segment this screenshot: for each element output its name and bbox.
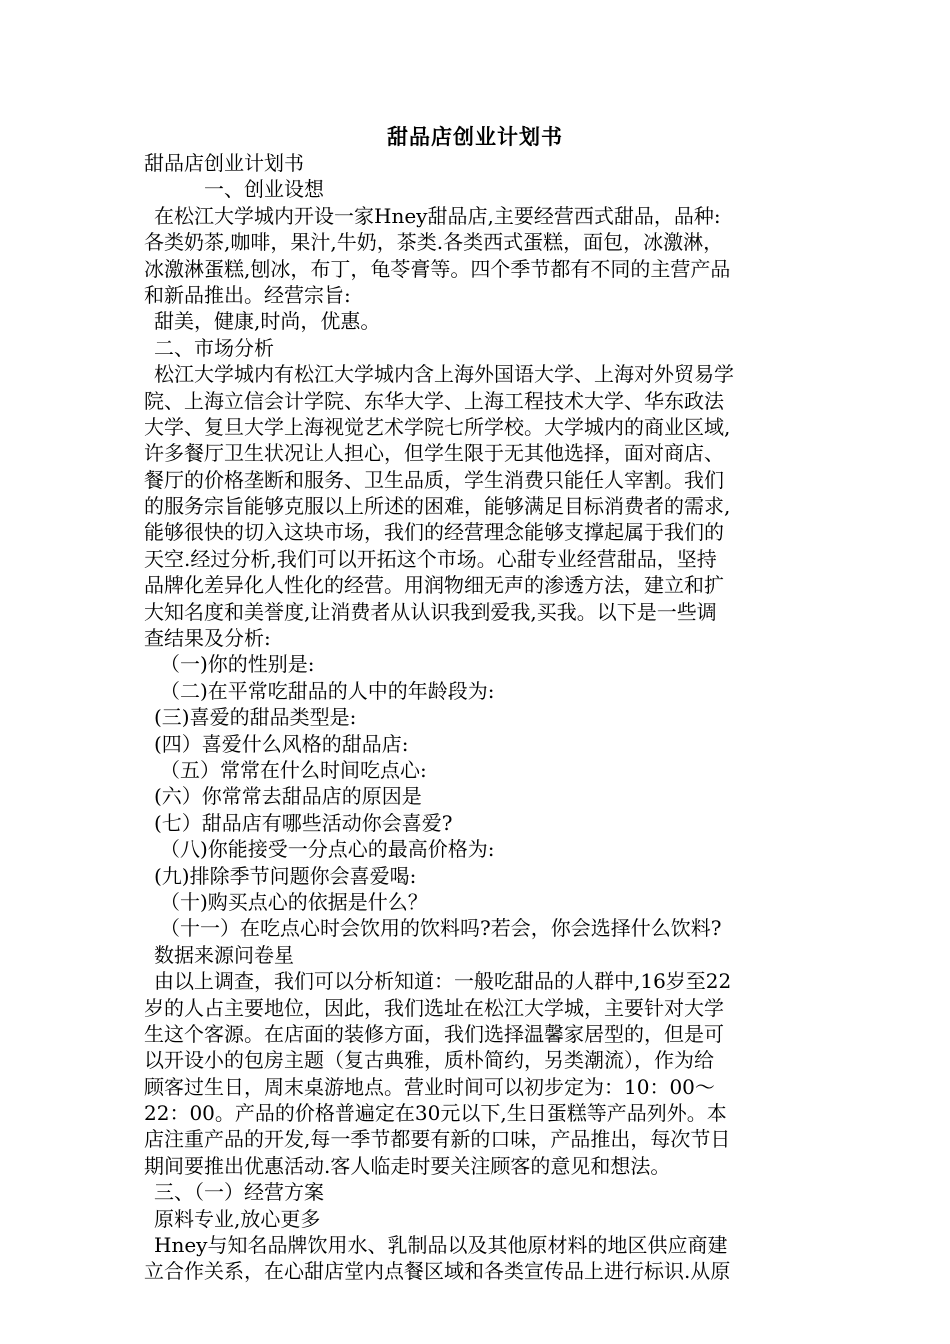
- text-line: 以开设小的包房主题（复古典雅，质朴简约，另类潮流），作为给: [144, 1048, 714, 1073]
- text-line: 各类奶茶,咖啡，果汁,牛奶，茶类.各类西式蛋糕，面包，冰激淋，: [144, 230, 724, 255]
- text-line: 由以上调查，我们可以分析知道：一般吃甜品的人群中,16岁至22: [154, 969, 732, 994]
- document-title: 甜品店创业计划书: [387, 125, 563, 149]
- text-line: （二)在平常吃甜品的人中的年龄段为:: [160, 678, 495, 703]
- text-line: （十)购买点心的依据是什么？: [160, 889, 428, 914]
- text-line: 大知名度和美誉度,让消费者从认识我到爱我,买我。以下是一些调: [144, 599, 717, 624]
- text-line: （五）常常在什么时间吃点心:: [160, 757, 427, 782]
- text-line: 二、市场分析: [154, 335, 274, 360]
- text-line: 和新品推出。经营宗旨:: [144, 282, 351, 307]
- text-line: 餐厅的价格垄断和服务、卫生品质，学生消费只能任人宰割。我们: [144, 467, 724, 492]
- text-line: (四）喜爱什么风格的甜品店:: [154, 731, 409, 756]
- text-line: 许多餐厅卫生状况让人担心，但学生限于无其他选择，面对商店、: [144, 441, 724, 466]
- text-line: （十一）在吃点心时会饮用的饮料吗?若会，你会选择什么饮料?: [160, 916, 722, 941]
- text-line: 的服务宗旨能够克服以上所述的困难，能够满足目标消费者的需求,: [144, 494, 731, 519]
- text-line: 品牌化差异化人性化的经营。用润物细无声的渗透方法，建立和扩: [144, 573, 724, 598]
- text-line: 甜品店创业计划书: [144, 151, 304, 175]
- text-line: Hney与知名品牌饮用水、乳制品以及其他原材料的地区供应商建: [154, 1233, 728, 1258]
- text-line: (九)排除季节问题你会喜爱喝:: [154, 863, 417, 888]
- text-line: （一)你的性别是:: [160, 652, 315, 677]
- text-line: 冰激淋蛋糕,刨冰，布丁，龟苓膏等。四个季节都有不同的主营产品: [144, 256, 731, 281]
- text-line: 22：00。产品的价格普遍定在30元以下,生日蛋糕等产品列外。本: [144, 1101, 727, 1126]
- text-line: 能够很快的切入这块市场，我们的经营理念能够支撑起属于我们的: [144, 520, 724, 545]
- text-line: 在松江大学城内开设一家Hney甜品店,主要经营西式甜品，品种:: [154, 203, 721, 228]
- text-line: 大学、复旦大学上海视觉艺术学院七所学校。大学城内的商业区域,: [144, 414, 731, 439]
- text-line: 岁的人占主要地位，因此，我们选址在松江大学城，主要针对大学: [144, 995, 724, 1020]
- text-line: 一、创业设想: [204, 177, 324, 202]
- text-line: 甜美，健康,时尚，优惠。: [154, 309, 381, 334]
- text-line: (六）你常常去甜品店的原因是: [154, 784, 422, 809]
- text-line: 三、（一）经营方案: [154, 1180, 324, 1205]
- text-line: 原料专业,放心更多: [154, 1206, 321, 1231]
- text-line: （八)你能接受一分点心的最高价格为:: [160, 837, 495, 862]
- document-body: [144, 150, 816, 1285]
- text-line: 顾客过生日，周末桌游地点。营业时间可以初步定为：10：00～: [144, 1074, 715, 1099]
- text-line: 店注重产品的开发,每一季节都要有新的口味，产品推出，每次节日: [144, 1127, 731, 1152]
- text-line: (七）甜品店有哪些活动你会喜爱?: [154, 810, 453, 835]
- text-line: 期间要推出优惠活动.客人临走时要关注顾客的意见和想法。: [144, 1153, 671, 1178]
- text-line: 查结果及分析:: [144, 626, 271, 651]
- text-line: 立合作关系，在心甜店堂内点餐区域和各类宣传品上进行标识.从原: [144, 1259, 731, 1284]
- text-line: 松江大学城内有松江大学城内含上海外国语大学、上海对外贸易学: [154, 362, 734, 387]
- text-line: 生这个客源。在店面的装修方面，我们选择温馨家居型的，但是可: [144, 1021, 724, 1046]
- text-line: 数据来源问卷星: [154, 942, 294, 967]
- text-line: 天空.经过分析,我们可以开拓这个市场。心甜专业经营甜品，坚持: [144, 546, 717, 571]
- text-line: (三)喜爱的甜品类型是:: [154, 705, 357, 730]
- text-line: 院、上海立信会计学院、东华大学、上海工程技术大学、华东政法: [144, 388, 724, 413]
